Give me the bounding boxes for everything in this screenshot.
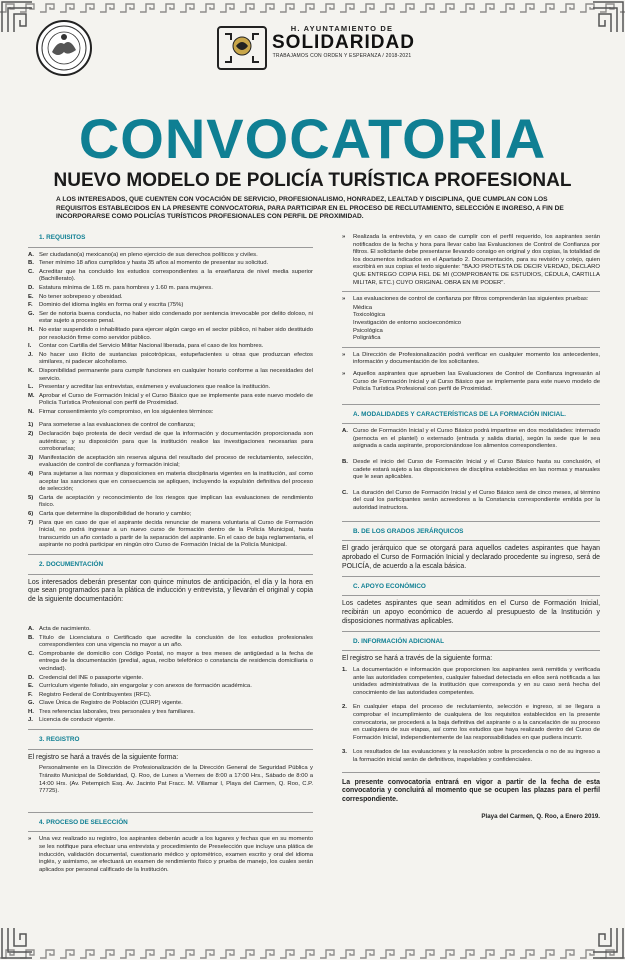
documentacion-list xyxy=(28,626,313,725)
documento-item-marker: J. xyxy=(28,717,33,724)
compromiso-item xyxy=(28,455,313,470)
registro-body: Personalmente en la Dirección de Profesionalización de la Dirección General de Seguridad Pública y Tránsito Municipal de Solidaridad, Q. Roo, de Lunes a Viernes de 8:00 a 17:00 Hrs., Sábado de 8:00 a 14:00 Hrs. (Av. Petempich Esq. Av. Jacinto Pat Fracc. M. Villamar I, Playa del Carmen, Q. Roo, C.P. 77725). xyxy=(39,765,313,795)
apoyo-body: Los cadetes aspirantes que sean admitidos en el Curso de Formación Inicial, recibirán un apoyo económico de acuerdo al presupuesto de la Institución y disposiciones normativas aplicables. xyxy=(342,600,600,625)
requisito-item-text: Firmar consentimiento y/o compromiso, en los siguientes términos: xyxy=(39,408,214,415)
documento-item-marker: H. xyxy=(28,708,34,715)
prueba-item: Investigación de entorno socioeconómico xyxy=(353,319,462,326)
section-heading-registro: 3. REGISTRO xyxy=(39,736,80,744)
compromiso-item-text: Para someterse a las evaluaciones de control de confianza; xyxy=(39,422,195,429)
documento-item xyxy=(28,700,313,708)
documento-item-text: Clave Única de Registro de Población (CURP) vigente. xyxy=(39,700,183,707)
requisitos-list xyxy=(28,252,313,417)
divider xyxy=(28,574,313,575)
divider xyxy=(342,772,600,773)
requisito-item-marker: H. xyxy=(28,326,34,333)
adicional-item-marker: 2. xyxy=(342,704,347,711)
documento-item-text: Registro Federal de Contribuyentes (RFC). xyxy=(39,691,152,698)
requisito-item-marker: L. xyxy=(28,384,34,391)
compromiso-item-marker: 2) xyxy=(28,431,34,438)
requisito-item-text: Ser ciudadano(a) mexicano(a) en pleno ejercicio de sus derechos políticos y civiles. xyxy=(39,251,258,258)
page-subtitle: NUEVO MODELO DE POLICÍA TURÍSTICA PROFESIONAL xyxy=(53,170,572,191)
modalidad-item xyxy=(342,490,600,513)
documento-item xyxy=(28,626,313,634)
requisito-item xyxy=(28,393,313,408)
requisito-item-text: No hacer uso ilícito de sustancias psicotrópicas, estupefacientes u otras que produzcan efectos similares, ni padecer alcoholismo. xyxy=(39,351,313,366)
divider xyxy=(342,521,600,522)
requisito-item-marker: I. xyxy=(28,343,32,350)
seleccion-item-marker: » xyxy=(342,351,346,358)
modalidad-item-marker: A. xyxy=(342,428,348,435)
documento-item xyxy=(28,675,313,683)
closing-statement: La presente convocatoria entrará en vigor a partir de la fecha de esta convocatoria y concluirá al momento que se ocupen las plazas para el perfil correspondiente. xyxy=(342,778,600,804)
requisito-item xyxy=(28,302,313,310)
org-line: H. AYUNTAMIENTO DE xyxy=(290,24,394,33)
seleccion-item-text: La Dirección de Profesionalización podrá verificar en cualquier momento los antecedentes, información y documentación de los solicitantes. xyxy=(353,351,600,366)
section-heading-grados: B. DE LOS GRADOS JERÁRQUICOS xyxy=(353,527,464,535)
requisito-item-marker: B. xyxy=(28,260,34,267)
seleccion-item-marker: » xyxy=(342,370,346,377)
documento-item-text: Comprobante de domicilio con Código Postal, no mayor a tres meses de antigüedad a la fecha de entrega de la documentación (predial, agua, recibo telefónico o constancia de residencia domiciliaria o vecindad). xyxy=(39,650,313,672)
requisito-item-text: Ser de notoria buena conducta, no haber sido condenado por sentencia irrevocable por delito doloso, ni estar sujeto a proceso penal. xyxy=(39,310,313,325)
documento-item xyxy=(28,635,313,650)
seleccion-list xyxy=(28,836,313,874)
seleccion-item-marker: » xyxy=(342,296,346,303)
requisito-item xyxy=(28,252,313,260)
documento-item-text: Título de Licenciatura o Certificado que acredite la conclusión de los estudios profesionales correspondientes con una vigencia no mayor a un año. xyxy=(39,634,313,649)
requisito-item-text: Tener mínimo 18 años cumplidos y hasta 35 años al momento de presentar su solicitud. xyxy=(39,260,269,267)
documento-item-marker: D. xyxy=(28,674,34,681)
documento-item-marker: E. xyxy=(28,683,34,690)
modalidad-item-marker: B. xyxy=(342,459,348,466)
documentacion-intro: Los interesados deberán presentar con quince minutos de anticipación, el día y la hora en que sean programados para la plática de inducción y entrevista, y llevarán el original y copia de la siguiente documentación: xyxy=(28,578,313,604)
registro-intro: El registro se hará a través de la siguiente forma: xyxy=(28,753,179,761)
adicional-item-text: La documentación e información que proporcionen los aspirantes será remitida y verificada ante las autoridades competentes, cualquier falsedad detectada en ellos será notificada a las unidades administrativas de la institución que corresponda y en su caso será hecha del conocimiento de las autoridades competentes. xyxy=(353,666,600,696)
requisito-item-text: Estatura mínima de 1.65 m. para hombres y 1.60 m. para mujeres. xyxy=(39,284,213,291)
requisito-item-marker: J. xyxy=(28,351,33,358)
header-wordmark xyxy=(272,24,415,59)
section-heading-modalidades: A. MODALIDADES Y CARACTERÍSTICAS DE LA FORMACIÓN INICIAL. xyxy=(353,410,566,418)
documento-item-marker: C. xyxy=(28,650,34,657)
corner-ornament-bottom-right xyxy=(591,926,625,960)
compromiso-item-marker: 6) xyxy=(28,511,34,517)
compromiso-item xyxy=(28,495,313,510)
requisito-item xyxy=(28,294,313,302)
modalidad-item-marker: C. xyxy=(342,489,348,496)
signoff-place-date: Playa del Carmen, Q. Roo, a Enero 2019. xyxy=(481,812,600,820)
compromiso-item-text: Para que en caso de que el aspirante decida renunciar de manera voluntaria al Curso de Formación Inicial, no podrá ingresar a un nuevo curso de formación dentro de la Policía Municipal, hasta transcurrido un año contado a partir de la separación del aspirante. En el caso de baja reglamentaria, el aspirante no podrá participar en ningún otro Curso de Formación Inicial de la Policía Municipal. xyxy=(39,519,313,549)
documento-item xyxy=(28,709,313,717)
corner-ornament-bottom-left xyxy=(0,926,34,960)
divider xyxy=(342,347,600,348)
adicional-item-text: En cualquier etapa del proceso de reclutamiento, selección e ingreso, si se llegara a comprobar el incumplimiento de cualquiera de los requisitos establecidos en la presente convocatoria, se procederá a la baja definitiva del aspirante o a la cancelación de su proceso en cualquiera de sus etapas, así como los estudios que haya realizado dentro del Curso de Formación Inicial, independientemente de las responsabilidades en que pudiera incurrir. xyxy=(353,704,600,741)
compromiso-item-text: Declaración bajo protesta de decir verdad de que la información y documentación proporcionada son auténticas; y su disposición para que la institución realice las investigaciones necesarias para corroborarlas; xyxy=(39,431,313,453)
seleccion-item-text: Aquellos aspirantes que aprueben las Evaluaciones de Control de Confianza ingresarán al Curso de Formación Inicial y al Curso Básico que se implemente para este nuevo modelo de Policía Turística Profesional con perfil de Proximidad. xyxy=(353,370,600,393)
documento-item-text: Tres referencias laborales, tres personales y tres familiares. xyxy=(39,708,195,715)
adicional-list xyxy=(342,667,600,765)
requisito-item-marker: C. xyxy=(28,268,34,275)
divider xyxy=(28,831,313,832)
modalidad-item-text: Desde el inicio del Curso de Formación Inicial y el Curso Básico hasta su conclusión, el cadete estará sujeto a las disposiciones de disciplina establecidas en las normas y manuales que le sean aplicables. xyxy=(353,459,600,481)
seleccion-list-continued xyxy=(342,234,600,287)
requisito-item-text: Acreditar que ha concluido los estudios correspondientes a la enseñanza de nivel media superior (Bachillerato). xyxy=(39,268,313,283)
requisito-item xyxy=(28,260,313,268)
prueba-item: Poligráfica xyxy=(353,335,381,342)
corner-ornament-top-left xyxy=(0,0,34,34)
compromiso-item-marker: 1) xyxy=(28,422,34,429)
requisito-item-text: Disponibilidad permanente para cumplir funciones en cualquier horario conforme a las necesidades del servicio. xyxy=(39,367,313,382)
prueba-item: Médica xyxy=(353,304,372,311)
divider xyxy=(342,576,600,577)
documento-item xyxy=(28,692,313,700)
divider xyxy=(28,812,313,813)
compromiso-item-text: Carta que determine la disponibilidad de horario y cambio; xyxy=(39,511,192,517)
seleccion-item-marker: » xyxy=(28,836,32,843)
compromiso-item xyxy=(28,471,313,494)
divider xyxy=(342,423,600,424)
divider xyxy=(28,554,313,555)
adicional-item xyxy=(342,667,600,697)
requisito-item xyxy=(28,343,313,351)
adicional-item-marker: 1. xyxy=(342,666,347,673)
requisito-item-text: No tener sobrepeso y obesidad. xyxy=(39,293,123,300)
seleccion-item xyxy=(342,234,600,287)
adicional-item xyxy=(342,704,600,742)
section-heading-seleccion: 4. PROCESO DE SELECCIÓN xyxy=(39,818,128,826)
seleccion-list-final xyxy=(342,352,600,394)
documento-item-marker: F. xyxy=(28,691,33,698)
documento-item-text: Acta de nacimiento. xyxy=(39,625,91,632)
compromiso-item xyxy=(28,431,313,454)
compromiso-item-text: Para sujetarse a las normas y disposiciones en materia disciplinaria vigentes en la institución, así como aceptar las sanciones que en consecuencia se apliquen, incluyendo la expulsión definitiva del proceso de selección; xyxy=(39,471,313,493)
requisito-item-marker: D. xyxy=(28,284,34,291)
modalidades-list xyxy=(342,428,600,512)
requisito-item-text: Dominio del idioma inglés en forma oral y escrita (75%) xyxy=(39,302,184,309)
org-name: SOLIDARIDAD xyxy=(272,32,415,53)
divider xyxy=(342,404,600,405)
seleccion-item-text: Una vez realizado su registro, los aspirantes deberán acudir a los lugares y fechas que en su momento se les notifique para efectuar una entrevista y procedimiento de Preselección que incluye una plática de inducción, validación documental, cuestionario médico y optométrico, examen escrito y oral del idioma inglés, y asimismo, se efectuará un examen de rendimiento físico y prueba de manejo, los cuales serán aplicados por personal calificado de la Institución. xyxy=(39,836,313,873)
compromiso-item xyxy=(28,520,313,550)
documento-item xyxy=(28,717,313,725)
compromiso-item-marker: 3) xyxy=(28,454,34,461)
requisito-item-marker: E. xyxy=(28,293,34,300)
bottom-fret-border xyxy=(0,946,625,960)
documento-item-text: Currículum vigente foliado, sin engargolar y con anexos de formación académica. xyxy=(39,683,252,690)
requisito-item-text: No estar suspendido o inhabilitado para ejercer algún cargo en el sector público, ni haber sido destituido por resolución firme como servidor público. xyxy=(39,326,313,341)
modalidad-item xyxy=(342,459,600,482)
compromiso-item-text: Carta de aceptación y reconocimiento de los riesgos que implican las evaluaciones de rendimiento físico. xyxy=(39,494,313,509)
divider xyxy=(342,291,600,292)
divider xyxy=(28,729,313,730)
divider xyxy=(342,540,600,541)
intro-paragraph: A LOS INTERESADOS, QUE CUENTEN CON VOCACIÓN DE SERVICIO, PROFESIONALISMO, HONRADEZ, LEALTAD Y DISCIPLINA, QUE CUMPLAN CON LOS REQUISITOS ESTABLECIDOS EN LA PRESENTE CONVOCATORIA, PARA PARTICIPAR EN EL PROCESO DE RECLUTAMIENTO, SELECCIÓN E INGRESO, A FIN DE INCORPORARSE COMO POLICÍAS TURÍSTICOS PROFESIONALES CON PERFIL DE PROXIMIDAD. xyxy=(56,196,564,220)
section-heading-documentacion: 2. DOCUMENTACIÓN xyxy=(39,560,104,568)
seleccion-pruebas xyxy=(342,296,600,304)
solidaridad-logo-icon xyxy=(217,26,267,70)
compromiso-item-marker: 5) xyxy=(28,494,34,501)
left-column xyxy=(28,234,313,875)
prueba-item: Toxicológica xyxy=(353,312,386,319)
seleccion-item xyxy=(342,371,600,394)
grados-body: El grado jerárquico que se otorgará para aquellos cadetes aspirantes que hayan aprobado el Curso de Formación Inicial y declarado procedente su ingreso, será de POLICÍA, de acuerdo a la escala básica. xyxy=(342,545,600,570)
seleccion-item-text: Las evaluaciones de control de confianza por filtros comprenderán las siguientes pruebas: xyxy=(353,296,589,303)
requisito-item-marker: F. xyxy=(28,302,33,309)
requisito-item xyxy=(28,327,313,342)
adicional-item xyxy=(342,749,600,764)
requisito-item xyxy=(28,368,313,383)
documento-item-text: Licencia de conducir vigente. xyxy=(39,717,115,724)
requisito-item xyxy=(28,269,313,284)
section-heading-adicional: D. INFORMACIÓN ADICIONAL xyxy=(353,637,445,645)
divider xyxy=(342,650,600,651)
section-heading-requisitos: 1. REQUISITOS xyxy=(39,234,86,241)
seleccion-item xyxy=(28,836,313,874)
section-heading-apoyo: C. APOYO ECONÓMICO xyxy=(353,582,426,590)
requisito-item-marker: A. xyxy=(28,251,34,258)
documento-item-marker: G. xyxy=(28,700,35,707)
documento-item-text: Credencial del INE o pasaporte vigente. xyxy=(39,674,144,681)
top-fret-border xyxy=(0,0,625,14)
page-title: CONVOCATORIA xyxy=(78,107,547,170)
pruebas-list xyxy=(353,305,600,343)
prueba-item: Psicológica xyxy=(353,327,383,334)
documento-item xyxy=(28,683,313,691)
requisito-item xyxy=(28,352,313,367)
corner-ornament-top-right xyxy=(591,0,625,34)
seleccion-item-text: Realizada la entrevista, y en caso de cumplir con el perfil requerido, los aspirantes serán notificados de la fecha y hora para llevar cabo las Evaluaciones de Control de Confianza por filtros. El solicitante debe presentarse llevando consigo en original y dos copias, la totalidad de los documentos indicados en el Apartado 2. Documentación, para su revisión y cotejo, quien escribirá en sus copias el texto siguiente: "BAJO PROTESTA DE DECIR VERDAD, DECLARO QUE ENTREGO COPIA FIEL DE MI (COMPROBANTE DE ESTUDIOS, CÉDULA, CARTILLA MILITAR, ETC.) CUYO ORIGINAL OBRA EN MI PODER". xyxy=(353,234,600,286)
documento-item-marker: B. xyxy=(28,634,34,641)
requisito-item-marker: G. xyxy=(28,310,35,317)
modalidad-item-text: La duración del Curso de Formación Inicial y el Curso Básico será de cinco meses, al término del cual los participantes serán acreedores a la Constancia correspondiente emitida por la autoridad instructora. xyxy=(353,489,600,512)
compromiso-list xyxy=(28,422,313,550)
requisito-item-text: Aprobar el Curso de Formación Inicial y el Curso Básico que se implemente para este nuevo modelo de Policía Turística Profesional con perfil de Proximidad. xyxy=(39,392,313,407)
right-column xyxy=(342,234,600,821)
requisito-item xyxy=(28,311,313,326)
requisito-item xyxy=(28,384,313,392)
modalidad-item xyxy=(342,428,600,451)
divider xyxy=(28,749,313,750)
org-tagline: TRABAJAMOS CON ORDEN Y ESPERANZA / 2018-2021 xyxy=(272,53,412,59)
adicional-intro: El registro se hará a través de la siguiente forma: xyxy=(342,655,493,663)
adicional-item-text: Los resultados de las evaluaciones y la resolución sobre la procedencia o no de su ingreso a la formación inicial serán de definitivos, inapelables y confidenciales. xyxy=(353,749,600,763)
requisito-item xyxy=(28,285,313,293)
requisito-item-text: Presentar y acreditar las entrevistas, exámenes y evaluaciones que realice la institución. xyxy=(39,384,271,391)
seleccion-item xyxy=(342,352,600,367)
compromiso-item xyxy=(28,511,313,519)
compromiso-item-marker: 4) xyxy=(28,471,34,478)
divider xyxy=(342,631,600,632)
modalidad-item-text: Curso de Formación Inicial y el Curso Básico podrá impartirse en dos modalidades: internado (pernocta en el plantel) o externado (entrada y salida diaria), según la sede que le sea asignada a cada aspirante, proporcionándose los alimentos correspondientes. xyxy=(353,428,600,450)
compromiso-item xyxy=(28,422,313,430)
requisito-item-marker: N. xyxy=(28,408,34,415)
seleccion-item-marker: » xyxy=(342,234,346,240)
requisito-item-text: Contar con Cartilla del Servicio Militar Nacional liberada, para el caso de los hombres. xyxy=(39,343,264,350)
documento-item xyxy=(28,651,313,674)
compromiso-item-text: Manifestación de aceptación sin reserva alguna del resultado del proceso de reclutamiento, selección, evaluación de control de confianza y formación inicial; xyxy=(39,454,313,469)
compromiso-item-marker: 7) xyxy=(28,519,34,526)
documento-item-marker: A. xyxy=(28,625,34,632)
seleccion-item xyxy=(342,296,600,304)
requisito-item-marker: M. xyxy=(28,392,35,399)
requisito-item-marker: K. xyxy=(28,367,34,374)
divider xyxy=(342,595,600,596)
divider xyxy=(28,247,313,248)
requisito-item xyxy=(28,409,313,417)
municipal-seal-icon xyxy=(36,20,92,76)
adicional-item-marker: 3. xyxy=(342,749,347,756)
